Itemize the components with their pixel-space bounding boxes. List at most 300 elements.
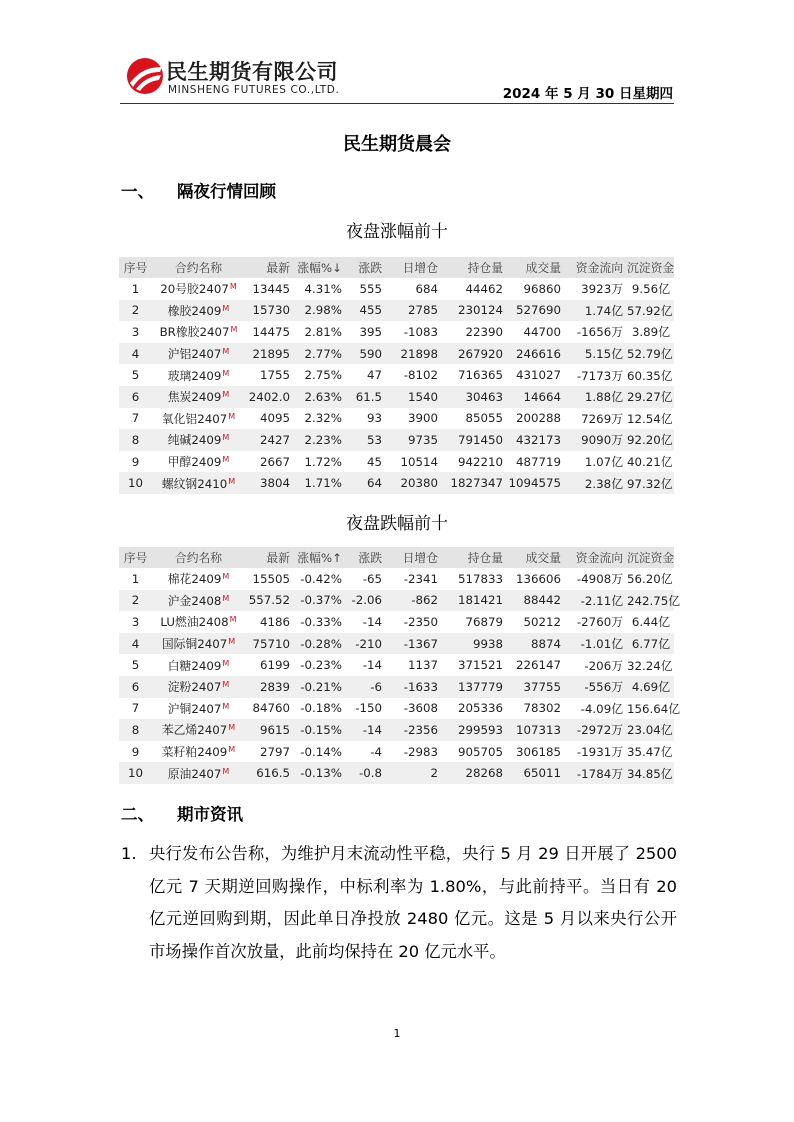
- change-percent-value: -0.23%: [300, 658, 342, 673]
- daily-oi-change-value: 1137: [407, 658, 438, 673]
- daily-oi-change-value: 20380: [400, 476, 438, 491]
- price-change-value: -65: [362, 571, 382, 586]
- daily-oi-change-value: 684: [415, 281, 438, 296]
- settled-capital: [627, 300, 674, 322]
- contract-name-value: 沪金2408: [167, 593, 222, 608]
- daily-oi-change: [386, 762, 442, 784]
- contract-name: [152, 633, 245, 655]
- settled-capital-value: 9.56亿: [631, 282, 670, 297]
- volume-value: 226147: [515, 658, 561, 673]
- main-contract-marker: M: [222, 572, 230, 582]
- change-percent: [294, 698, 346, 720]
- daily-oi-change: [386, 300, 442, 322]
- last-price: [245, 568, 294, 590]
- last-price: [245, 343, 294, 365]
- last-price-value: 557.52: [248, 593, 290, 608]
- col-header: 合约名称: [152, 547, 245, 568]
- change-percent: [294, 568, 346, 590]
- table-row: [119, 321, 674, 343]
- contract-name: [152, 451, 245, 473]
- open-interest: [442, 278, 507, 300]
- row-number-value: 6: [131, 679, 140, 694]
- daily-oi-change: [386, 429, 442, 451]
- price-change-value: 93: [366, 411, 382, 426]
- col-header: 持仓量: [442, 547, 507, 568]
- contract-name-value: 螺纹钢2410: [161, 476, 228, 491]
- contract-name: [152, 278, 245, 300]
- row-number-value: 1: [131, 281, 140, 296]
- settled-capital: [627, 611, 674, 633]
- volume: [507, 364, 565, 386]
- settled-capital-value: 12.54亿: [627, 411, 673, 426]
- price-change: [346, 321, 386, 343]
- fund-flow-value: 3923万: [581, 282, 623, 297]
- change-percent: [294, 762, 346, 784]
- volume-value: 78302: [523, 701, 561, 716]
- volume-value: 37755: [523, 679, 561, 694]
- main-contract-marker: M: [229, 615, 237, 625]
- daily-oi-change-value: -2341: [403, 571, 438, 586]
- open-interest-value: 791450: [457, 432, 503, 447]
- open-interest-value: 28268: [465, 766, 503, 781]
- col-header: 涨跌: [346, 547, 386, 568]
- settled-capital-value: 32.24亿: [627, 658, 673, 673]
- change-percent: [294, 590, 346, 612]
- last-price-value: 4186: [259, 614, 290, 629]
- fund-flow: [565, 321, 627, 343]
- open-interest: [442, 364, 507, 386]
- price-change: [346, 429, 386, 451]
- fund-flow: [565, 762, 627, 784]
- row-number-value: 4: [131, 346, 140, 361]
- open-interest-value: 942210: [457, 454, 503, 469]
- settled-capital: [627, 451, 674, 473]
- fund-flow-value: -4.09亿: [580, 701, 623, 716]
- volume-value: 50212: [523, 614, 561, 629]
- last-price: [245, 590, 294, 612]
- price-change-value: 61.5: [355, 389, 382, 404]
- price-change-value: -4: [370, 744, 382, 759]
- company-name-cn: 民生期货有限公司: [166, 60, 338, 84]
- table-row: [119, 741, 674, 763]
- volume: [507, 719, 565, 741]
- contract-name: [152, 611, 245, 633]
- change-percent-value: -0.42%: [300, 571, 342, 586]
- news-item: [121, 838, 677, 998]
- price-change: [346, 590, 386, 612]
- row-number-value: 9: [131, 454, 140, 469]
- price-change: [346, 364, 386, 386]
- row-number: [119, 654, 152, 676]
- header-divider: [120, 103, 674, 104]
- price-change-value: -150: [355, 701, 382, 716]
- main-contract-marker: M: [228, 745, 236, 755]
- row-number: [119, 321, 152, 343]
- row-number: [119, 364, 152, 386]
- price-change: [346, 568, 386, 590]
- daily-oi-change: [386, 568, 442, 590]
- fund-flow-value: 9090万: [581, 433, 623, 448]
- daily-oi-change-value: -2356: [403, 722, 438, 737]
- volume-value: 88442: [523, 593, 561, 608]
- settled-capital-value: 57.92亿: [627, 303, 673, 318]
- fund-flow: [565, 741, 627, 763]
- open-interest: [442, 741, 507, 763]
- last-price-value: 75710: [252, 636, 290, 651]
- open-interest: [442, 300, 507, 322]
- contract-name-value: 淀粉2407: [167, 680, 222, 695]
- main-contract-marker: M: [228, 411, 236, 421]
- settled-capital-value: 52.79亿: [627, 347, 673, 362]
- section-heading-market-review: [121, 178, 276, 202]
- change-percent-value: -0.13%: [300, 766, 342, 781]
- fund-flow-value: -556万: [584, 680, 623, 695]
- volume-value: 8874: [530, 636, 561, 651]
- daily-oi-change-value: 10514: [400, 454, 438, 469]
- settled-capital: [627, 408, 674, 430]
- last-price: [245, 741, 294, 763]
- open-interest-value: 30463: [465, 389, 503, 404]
- open-interest: [442, 321, 507, 343]
- table-row: [119, 343, 674, 365]
- fund-flow-value: 1.07亿: [584, 455, 623, 470]
- open-interest: [442, 654, 507, 676]
- settled-capital: [627, 472, 674, 494]
- fund-flow: [565, 676, 627, 698]
- price-change: [346, 762, 386, 784]
- open-interest-value: 137779: [457, 679, 503, 694]
- open-interest-value: 22390: [465, 324, 503, 339]
- row-number-value: 7: [131, 411, 140, 426]
- volume-value: 14664: [523, 389, 561, 404]
- contract-name-value: 氧化铝2407: [161, 411, 228, 426]
- main-contract-marker: M: [228, 476, 236, 486]
- volume-value: 487719: [515, 454, 561, 469]
- settled-capital: [627, 676, 674, 698]
- main-contract-marker: M: [222, 593, 230, 603]
- fund-flow: [565, 300, 627, 322]
- settled-capital: [627, 278, 674, 300]
- price-change: [346, 278, 386, 300]
- daily-oi-change: [386, 633, 442, 655]
- change-percent-value: -0.15%: [300, 722, 342, 737]
- last-price: [245, 278, 294, 300]
- open-interest: [442, 408, 507, 430]
- row-number-value: 2: [131, 303, 140, 318]
- row-number: [119, 451, 152, 473]
- settled-capital-value: 97.32亿: [627, 476, 673, 491]
- daily-oi-change-value: 1540: [407, 389, 438, 404]
- contract-name-value: 原油2407: [167, 766, 222, 781]
- contract-name: [152, 698, 245, 720]
- open-interest-value: 1827347: [450, 476, 503, 491]
- volume-value: 1094575: [508, 476, 561, 491]
- daily-oi-change-value: 2: [430, 766, 438, 781]
- col-header: 成交量: [507, 257, 565, 278]
- price-change: [346, 698, 386, 720]
- daily-oi-change-value: -8102: [403, 368, 438, 383]
- row-number-value: 4: [131, 636, 140, 651]
- change-percent: [294, 364, 346, 386]
- table-row: [119, 472, 674, 494]
- daily-oi-change: [386, 472, 442, 494]
- last-price-value: 15505: [252, 571, 290, 586]
- change-percent: [294, 719, 346, 741]
- open-interest-value: 76879: [465, 614, 503, 629]
- fund-flow-value: -1.01亿: [580, 637, 623, 652]
- document-title: 民生期货晨会: [343, 134, 451, 155]
- fund-flow-value: -2.11亿: [580, 593, 623, 608]
- change-percent: [294, 676, 346, 698]
- row-number-value: 2: [131, 593, 140, 608]
- fund-flow: [565, 364, 627, 386]
- settled-capital: [627, 321, 674, 343]
- price-change: [346, 611, 386, 633]
- volume: [507, 654, 565, 676]
- main-contract-marker: M: [230, 325, 238, 335]
- change-percent-value: -0.28%: [300, 636, 342, 651]
- volume: [507, 676, 565, 698]
- open-interest: [442, 429, 507, 451]
- open-interest: [442, 451, 507, 473]
- last-price-value: 15730: [252, 303, 290, 318]
- volume: [507, 300, 565, 322]
- report-date: 2024 年 5 月 30 日星期四: [502, 86, 673, 102]
- open-interest-value: 9938: [472, 636, 503, 651]
- fund-flow: [565, 343, 627, 365]
- night-rise-top10-table: [119, 257, 674, 494]
- company-logo: [125, 56, 365, 102]
- section-number: 二、: [121, 805, 154, 824]
- price-change: [346, 676, 386, 698]
- open-interest-value: 230124: [457, 303, 503, 318]
- col-header: 日增仓: [386, 257, 442, 278]
- row-number-value: 8: [131, 722, 140, 737]
- main-contract-marker: M: [222, 390, 230, 400]
- volume: [507, 343, 565, 365]
- last-price-value: 2427: [259, 432, 290, 447]
- change-percent-value: 2.63%: [304, 389, 342, 404]
- price-change-value: -210: [355, 636, 382, 651]
- contract-name-value: 纯碱2409: [167, 433, 222, 448]
- table-row: [119, 429, 674, 451]
- col-header-sort: 涨幅%↓: [294, 257, 346, 278]
- contract-name: [152, 676, 245, 698]
- volume: [507, 429, 565, 451]
- contract-name-value: 甲醇2409: [167, 455, 222, 470]
- last-price: [245, 300, 294, 322]
- row-number: [119, 719, 152, 741]
- change-percent-value: 2.75%: [304, 368, 342, 383]
- table-row: [119, 278, 674, 300]
- daily-oi-change-value: -2983: [403, 744, 438, 759]
- last-price-value: 2797: [259, 744, 290, 759]
- volume-value: 306185: [515, 744, 561, 759]
- price-change: [346, 408, 386, 430]
- settled-capital-value: 34.85亿: [627, 766, 673, 781]
- contract-name-value: 苯乙烯2407: [161, 723, 228, 738]
- main-contract-marker: M: [222, 680, 230, 690]
- daily-oi-change: [386, 590, 442, 612]
- change-percent: [294, 633, 346, 655]
- change-percent-value: -0.37%: [300, 593, 342, 608]
- volume: [507, 762, 565, 784]
- settled-capital: [627, 343, 674, 365]
- fund-flow: [565, 429, 627, 451]
- price-change-value: 47: [366, 368, 382, 383]
- price-change-value: 64: [366, 476, 382, 491]
- row-number-value: 5: [131, 368, 140, 383]
- change-percent-value: 1.71%: [304, 476, 342, 491]
- daily-oi-change: [386, 719, 442, 741]
- contract-name: [152, 741, 245, 763]
- settled-capital: [627, 590, 681, 612]
- daily-oi-change-value: 9735: [407, 432, 438, 447]
- table-row: [119, 698, 674, 720]
- fund-flow-value: 1.88亿: [584, 390, 623, 405]
- fund-flow-value: -7173万: [576, 368, 623, 383]
- main-contract-marker: M: [222, 766, 230, 776]
- volume-value: 136606: [515, 571, 561, 586]
- change-percent-value: 2.77%: [304, 346, 342, 361]
- open-interest-value: 716365: [457, 368, 503, 383]
- settled-capital: [627, 386, 674, 408]
- section-number: 一、: [121, 182, 154, 201]
- main-contract-marker: M: [222, 433, 230, 443]
- fund-flow: [565, 654, 627, 676]
- fund-flow-value: 2.38亿: [584, 476, 623, 491]
- price-change-value: -14: [362, 614, 382, 629]
- change-percent-value: -0.14%: [300, 744, 342, 759]
- contract-name-value: LU燃油2408: [160, 615, 229, 630]
- contract-name: [152, 568, 245, 590]
- settled-capital: [627, 698, 681, 720]
- last-price-value: 6199: [259, 658, 290, 673]
- fall-table-caption: 夜盘跌幅前十: [346, 514, 448, 534]
- settled-capital: [627, 654, 674, 676]
- last-price: [245, 698, 294, 720]
- row-number: [119, 568, 152, 590]
- table-row: [119, 568, 674, 590]
- change-percent-value: 4.31%: [304, 281, 342, 296]
- price-change-value: 555: [359, 281, 382, 296]
- row-number-value: 8: [131, 432, 140, 447]
- fund-flow-value: -1931万: [576, 745, 623, 760]
- daily-oi-change-value: -1367: [403, 636, 438, 651]
- settled-capital-value: 156.64亿: [627, 701, 681, 716]
- volume: [507, 741, 565, 763]
- daily-oi-change-value: 3900: [407, 411, 438, 426]
- volume: [507, 633, 565, 655]
- price-change: [346, 719, 386, 741]
- volume: [507, 386, 565, 408]
- main-contract-marker: M: [228, 637, 236, 647]
- table-row: [119, 654, 674, 676]
- news-item-number: 1.: [121, 844, 137, 863]
- daily-oi-change: [386, 408, 442, 430]
- volume-value: 200288: [515, 411, 561, 426]
- last-price: [245, 472, 294, 494]
- news-item-text: 央行发布公告称，为维护月末流动性平稳，央行 5 月 29 日开展了 2500 亿元 7 天期逆回购操作，中标利率为 1.80%，与此前持平。当日有 20 亿元逆回购到期，因此单日净投放 2480 亿元。这是 5 月以来央行公开市场操作首次放量，此前均保持在 20 亿元水平。: [149, 844, 677, 961]
- col-header: 最新: [245, 257, 294, 278]
- row-number-value: 9: [131, 744, 140, 759]
- settled-capital-value: 35.47亿: [627, 745, 673, 760]
- last-price: [245, 654, 294, 676]
- open-interest: [442, 676, 507, 698]
- daily-oi-change: [386, 611, 442, 633]
- change-percent: [294, 472, 346, 494]
- col-header: 资金流向: [565, 547, 627, 568]
- open-interest: [442, 611, 507, 633]
- section-title: 期市资讯: [177, 805, 243, 824]
- fund-flow-value: 7269万: [581, 411, 623, 426]
- volume-value: 44700: [523, 324, 561, 339]
- change-percent-value: 2.98%: [304, 303, 342, 318]
- price-change: [346, 343, 386, 365]
- main-contract-marker: M: [222, 701, 230, 711]
- fund-flow: [565, 451, 627, 473]
- price-change-value: -0.8: [358, 766, 382, 781]
- daily-oi-change: [386, 654, 442, 676]
- volume: [507, 611, 565, 633]
- price-change-value: 395: [359, 324, 382, 339]
- change-percent: [294, 451, 346, 473]
- change-percent: [294, 429, 346, 451]
- price-change: [346, 741, 386, 763]
- settled-capital-value: 92.20亿: [627, 433, 673, 448]
- row-number: [119, 408, 152, 430]
- open-interest: [442, 386, 507, 408]
- settled-capital: [627, 568, 674, 590]
- contract-name-value: 白糖2409: [167, 658, 222, 673]
- last-price: [245, 719, 294, 741]
- settled-capital-value: 23.04亿: [627, 723, 673, 738]
- last-price: [245, 611, 294, 633]
- col-header: 最新: [245, 547, 294, 568]
- contract-name: [152, 654, 245, 676]
- row-number: [119, 762, 152, 784]
- price-change-value: 590: [359, 346, 382, 361]
- table-row: [119, 633, 674, 655]
- table-row: [119, 386, 674, 408]
- price-change-value: 53: [366, 432, 382, 447]
- last-price-value: 2839: [259, 679, 290, 694]
- volume-value: 431027: [515, 368, 561, 383]
- volume-value: 246616: [515, 346, 561, 361]
- daily-oi-change: [386, 676, 442, 698]
- contract-name: [152, 343, 245, 365]
- daily-oi-change-value: -862: [411, 593, 438, 608]
- open-interest-value: 371521: [457, 658, 503, 673]
- change-percent: [294, 654, 346, 676]
- contract-name: [152, 321, 245, 343]
- change-percent: [294, 300, 346, 322]
- open-interest: [442, 568, 507, 590]
- contract-name: [152, 590, 245, 612]
- last-price: [245, 408, 294, 430]
- table-row: [119, 408, 674, 430]
- row-number-value: 5: [131, 658, 140, 673]
- price-change-value: -6: [370, 679, 382, 694]
- row-number: [119, 472, 152, 494]
- contract-name-value: 橡胶2409: [167, 303, 222, 318]
- last-price-value: 4095: [259, 411, 290, 426]
- contract-name: [152, 364, 245, 386]
- page-number: 1: [393, 1027, 401, 1040]
- main-contract-marker: M: [222, 368, 230, 378]
- price-change-value: -2.06: [351, 593, 382, 608]
- row-number-value: 1: [131, 571, 140, 586]
